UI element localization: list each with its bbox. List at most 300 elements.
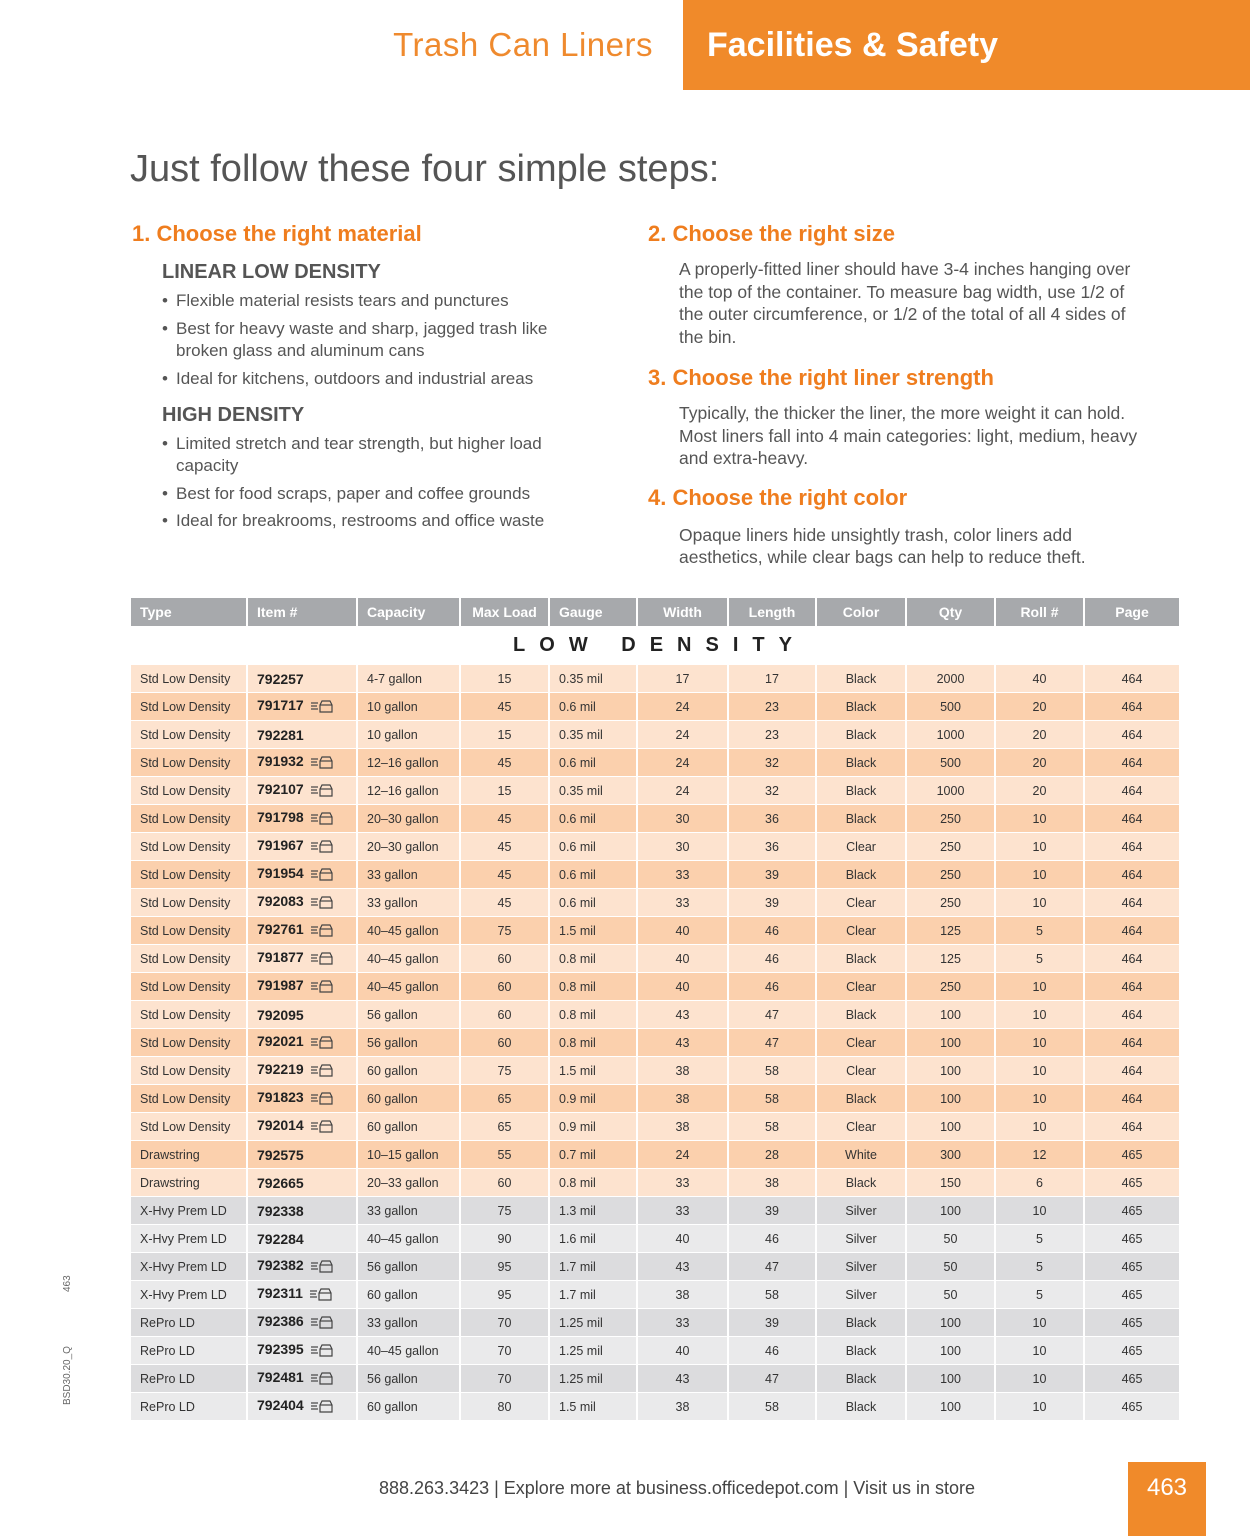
table-row <box>131 973 1180 1001</box>
cell-width: 17 <box>637 665 728 693</box>
cell-roll: 10 <box>995 1309 1084 1337</box>
cell-roll: 40 <box>995 665 1084 693</box>
cell-page: 464 <box>1084 833 1180 861</box>
cell-length: 58 <box>728 1085 816 1113</box>
cell-type: Std Low Density <box>131 1085 247 1113</box>
cell-max-load: 60 <box>460 973 549 1001</box>
cell-capacity: 40–45 gallon <box>357 917 460 945</box>
cell-type: Std Low Density <box>131 777 247 805</box>
item-number: 792575 <box>257 1146 304 1163</box>
cell-gauge: 0.6 mil <box>549 889 637 917</box>
table-row <box>131 1225 1180 1253</box>
recycled-bag-icon <box>310 951 334 968</box>
cell-qty: 100 <box>906 1365 995 1393</box>
cell-qty: 100 <box>906 1085 995 1113</box>
item-number: 792284 <box>257 1230 304 1247</box>
cell-page: 464 <box>1084 749 1180 777</box>
cell-length: 39 <box>728 1197 816 1225</box>
cell-type: Std Low Density <box>131 861 247 889</box>
recycled-bag-icon <box>310 979 334 996</box>
cell-roll: 10 <box>995 1337 1084 1365</box>
col-page: Page <box>1084 598 1180 626</box>
recycled-bag-icon <box>310 1063 334 1080</box>
cell-max-load: 15 <box>460 721 549 749</box>
cell-roll: 5 <box>995 1225 1084 1253</box>
cell-color: Clear <box>816 1113 906 1141</box>
cell-capacity: 4-7 gallon <box>357 665 460 693</box>
cell-color: Black <box>816 1393 906 1421</box>
col-length: Length <box>728 598 816 626</box>
col-item: Item # <box>247 598 357 626</box>
cell-color: Black <box>816 721 906 749</box>
cell-capacity: 60 gallon <box>357 1281 460 1309</box>
cell-gauge: 0.6 mil <box>549 833 637 861</box>
cell-item <box>247 665 357 693</box>
cell-color: Clear <box>816 917 906 945</box>
table-row <box>131 721 1180 749</box>
col-qty: Qty <box>906 598 995 626</box>
cell-max-load: 45 <box>460 749 549 777</box>
table-row <box>131 1281 1180 1309</box>
cell-max-load: 45 <box>460 861 549 889</box>
section-label: LOW DENSITY <box>131 626 1180 665</box>
cell-type: RePro LD <box>131 1393 247 1421</box>
bullet: • Flexible material resists tears and punctures <box>162 290 612 312</box>
cell-width: 24 <box>637 749 728 777</box>
cell-capacity: 20–30 gallon <box>357 833 460 861</box>
cell-type: Std Low Density <box>131 1057 247 1085</box>
cell-gauge: 1.5 mil <box>549 1393 637 1421</box>
cell-item <box>247 1365 357 1393</box>
cell-roll: 20 <box>995 693 1084 721</box>
cell-color: Black <box>816 805 906 833</box>
section-title: Trash Can Liners <box>393 26 653 63</box>
cell-qty: 500 <box>906 749 995 777</box>
cell-width: 30 <box>637 833 728 861</box>
cell-page: 464 <box>1084 805 1180 833</box>
cell-item <box>247 777 357 805</box>
cell-item <box>247 889 357 917</box>
cell-type: Std Low Density <box>131 1029 247 1057</box>
cell-color: Black <box>816 1337 906 1365</box>
cell-color: Black <box>816 945 906 973</box>
table-row <box>131 945 1180 973</box>
col-gauge: Gauge <box>549 598 637 626</box>
cell-type: Std Low Density <box>131 805 247 833</box>
side-page-number: 463 <box>62 1275 73 1292</box>
cell-max-load: 95 <box>460 1281 549 1309</box>
cell-width: 24 <box>637 777 728 805</box>
cell-qty: 100 <box>906 1029 995 1057</box>
step-2-heading: 2. Choose the right size <box>648 221 895 246</box>
cell-gauge: 0.8 mil <box>549 973 637 1001</box>
cell-qty: 100 <box>906 1393 995 1421</box>
bullet: • Limited stretch and tear strength, but higher load capacity <box>162 433 546 477</box>
cell-width: 40 <box>637 973 728 1001</box>
cell-capacity: 33 gallon <box>357 889 460 917</box>
cell-type: Std Low Density <box>131 1001 247 1029</box>
cell-roll: 6 <box>995 1169 1084 1197</box>
cell-color: Black <box>816 1365 906 1393</box>
cell-length: 23 <box>728 721 816 749</box>
col-color: Color <box>816 598 906 626</box>
cell-item <box>247 1281 357 1309</box>
cell-type: Std Low Density <box>131 973 247 1001</box>
cell-capacity: 56 gallon <box>357 1029 460 1057</box>
table-row <box>131 1393 1180 1421</box>
cell-gauge: 0.9 mil <box>549 1113 637 1141</box>
linear-density-bullets <box>132 290 612 390</box>
cell-capacity: 40–45 gallon <box>357 945 460 973</box>
cell-color: Black <box>816 693 906 721</box>
cell-qty: 1000 <box>906 721 995 749</box>
liner-table-container <box>131 598 1180 1421</box>
cell-roll: 10 <box>995 889 1084 917</box>
cell-page: 464 <box>1084 777 1180 805</box>
cell-length: 46 <box>728 973 816 1001</box>
cell-max-load: 60 <box>460 1169 549 1197</box>
cell-qty: 125 <box>906 945 995 973</box>
item-number: 792395 <box>257 1341 304 1358</box>
cell-gauge: 1.5 mil <box>549 917 637 945</box>
cell-length: 58 <box>728 1393 816 1421</box>
item-number: 792404 <box>257 1397 304 1414</box>
recycled-bag-icon <box>310 1371 334 1388</box>
table-row <box>131 1057 1180 1085</box>
cell-length: 46 <box>728 1337 816 1365</box>
cell-capacity: 12–16 gallon <box>357 777 460 805</box>
cell-gauge: 1.3 mil <box>549 1197 637 1225</box>
cell-roll: 10 <box>995 1197 1084 1225</box>
cell-gauge: 0.35 mil <box>549 665 637 693</box>
cell-roll: 20 <box>995 721 1084 749</box>
item-number: 792021 <box>257 1033 304 1050</box>
cell-length: 58 <box>728 1057 816 1085</box>
item-number: 792107 <box>257 781 304 798</box>
cell-item <box>247 833 357 861</box>
recycled-bag-icon <box>310 811 334 828</box>
cell-gauge: 1.7 mil <box>549 1281 637 1309</box>
cell-width: 30 <box>637 805 728 833</box>
steps-2-4-column <box>648 220 1168 569</box>
side-code: BSD30.20_Q <box>62 1346 73 1405</box>
cell-qty: 250 <box>906 861 995 889</box>
cell-type: Std Low Density <box>131 917 247 945</box>
header-row <box>131 598 1180 626</box>
cell-qty: 250 <box>906 973 995 1001</box>
cell-qty: 250 <box>906 805 995 833</box>
section-row <box>131 626 1180 665</box>
cell-type: Drawstring <box>131 1169 247 1197</box>
cell-roll: 10 <box>995 1393 1084 1421</box>
cell-capacity: 10 gallon <box>357 693 460 721</box>
cell-roll: 10 <box>995 1085 1084 1113</box>
cell-qty: 1000 <box>906 777 995 805</box>
step-1-column <box>132 220 612 532</box>
cell-color: Clear <box>816 973 906 1001</box>
cell-type: Std Low Density <box>131 833 247 861</box>
cell-max-load: 60 <box>460 945 549 973</box>
cell-max-load: 75 <box>460 917 549 945</box>
cell-length: 36 <box>728 833 816 861</box>
high-density-heading: HIGH DENSITY <box>162 404 305 426</box>
cell-page: 464 <box>1084 693 1180 721</box>
item-number: 792083 <box>257 893 304 910</box>
item-number: 792386 <box>257 1313 304 1330</box>
cell-page: 465 <box>1084 1197 1180 1225</box>
cell-page: 464 <box>1084 889 1180 917</box>
item-number: 792665 <box>257 1174 304 1191</box>
cell-length: 39 <box>728 1309 816 1337</box>
recycled-bag-icon <box>309 1287 333 1304</box>
table-row <box>131 1169 1180 1197</box>
cell-length: 46 <box>728 945 816 973</box>
cell-gauge: 1.25 mil <box>549 1365 637 1393</box>
cell-item <box>247 805 357 833</box>
cell-capacity: 40–45 gallon <box>357 973 460 1001</box>
item-number: 792257 <box>257 670 304 687</box>
cell-width: 24 <box>637 721 728 749</box>
step-1-heading: 1. Choose the right material <box>132 221 422 246</box>
cell-type: X-Hvy Prem LD <box>131 1197 247 1225</box>
col-max-load: Max Load <box>460 598 549 626</box>
cell-capacity: 40–45 gallon <box>357 1225 460 1253</box>
cell-capacity: 60 gallon <box>357 1085 460 1113</box>
step-2-text: A properly-fitted liner should have 3-4 inches hanging over the top of the container. To measure bag width, use 1/2 of the outer circumference, or 1/2 of the total of all 4 sides of the bin. <box>679 259 1131 347</box>
cell-gauge: 1.6 mil <box>549 1225 637 1253</box>
cell-item <box>247 1085 357 1113</box>
item-number: 791932 <box>257 753 304 770</box>
cell-length: 38 <box>728 1169 816 1197</box>
recycled-bag-icon <box>310 1119 334 1136</box>
cell-gauge: 0.6 mil <box>549 805 637 833</box>
cell-gauge: 0.8 mil <box>549 1169 637 1197</box>
cell-gauge: 1.25 mil <box>549 1309 637 1337</box>
cell-qty: 2000 <box>906 665 995 693</box>
cell-roll: 5 <box>995 945 1084 973</box>
cell-page: 464 <box>1084 1057 1180 1085</box>
cell-gauge: 0.9 mil <box>549 1085 637 1113</box>
cell-type: Std Low Density <box>131 1113 247 1141</box>
step-3-heading: 3. Choose the right liner strength <box>648 365 994 390</box>
cell-max-load: 45 <box>460 693 549 721</box>
cell-width: 43 <box>637 1365 728 1393</box>
table-header <box>131 598 1180 626</box>
cell-roll: 10 <box>995 1057 1084 1085</box>
cell-item <box>247 693 357 721</box>
col-type: Type <box>131 598 247 626</box>
item-number: 792311 <box>257 1285 303 1302</box>
cell-max-load: 65 <box>460 1113 549 1141</box>
cell-width: 43 <box>637 1029 728 1057</box>
cell-length: 47 <box>728 1253 816 1281</box>
cell-item <box>247 721 357 749</box>
cell-capacity: 20–33 gallon <box>357 1169 460 1197</box>
cell-capacity: 10–15 gallon <box>357 1141 460 1169</box>
cell-page: 464 <box>1084 1029 1180 1057</box>
cell-page: 464 <box>1084 1001 1180 1029</box>
step-3-text: Typically, the thicker the liner, the more weight it can hold. Most liners fall into 4 main categories: light, medium, heavy and extra-heavy. <box>679 403 1138 468</box>
cell-item <box>247 917 357 945</box>
cell-gauge: 0.6 mil <box>549 693 637 721</box>
cell-roll: 10 <box>995 973 1084 1001</box>
cell-roll: 12 <box>995 1141 1084 1169</box>
item-number: 792481 <box>257 1369 304 1386</box>
cell-item <box>247 1113 357 1141</box>
cell-width: 38 <box>637 1085 728 1113</box>
cell-page: 464 <box>1084 1113 1180 1141</box>
cell-roll: 10 <box>995 1113 1084 1141</box>
col-capacity: Capacity <box>357 598 460 626</box>
cell-color: Silver <box>816 1281 906 1309</box>
cell-page: 465 <box>1084 1281 1180 1309</box>
cell-type: X-Hvy Prem LD <box>131 1225 247 1253</box>
cell-roll: 20 <box>995 777 1084 805</box>
item-number: 792095 <box>257 1006 304 1023</box>
table-row <box>131 693 1180 721</box>
page-number: 463 <box>1128 1462 1206 1536</box>
cell-color: Silver <box>816 1225 906 1253</box>
cell-capacity: 60 gallon <box>357 1393 460 1421</box>
recycled-bag-icon <box>310 839 334 856</box>
table-row <box>131 1141 1180 1169</box>
cell-max-load: 70 <box>460 1309 549 1337</box>
table-body <box>131 626 1180 1421</box>
page-title: Just follow these four simple steps: <box>130 148 720 190</box>
step-4-heading: 4. Choose the right color <box>648 484 908 510</box>
cell-width: 40 <box>637 917 728 945</box>
recycled-bag-icon <box>310 755 334 772</box>
cell-page: 465 <box>1084 1309 1180 1337</box>
cell-type: Std Low Density <box>131 693 247 721</box>
table-row <box>131 1085 1180 1113</box>
cell-item <box>247 973 357 1001</box>
table-row <box>131 889 1180 917</box>
recycled-bag-icon <box>310 1259 334 1276</box>
cell-type: Drawstring <box>131 1141 247 1169</box>
cell-type: X-Hvy Prem LD <box>131 1253 247 1281</box>
cell-max-load: 80 <box>460 1393 549 1421</box>
table-row <box>131 1029 1180 1057</box>
cell-item <box>247 1253 357 1281</box>
cell-page: 465 <box>1084 1337 1180 1365</box>
cell-page: 465 <box>1084 1365 1180 1393</box>
cell-page: 464 <box>1084 861 1180 889</box>
recycled-bag-icon <box>310 923 334 940</box>
recycled-bag-icon <box>310 699 334 716</box>
cell-length: 58 <box>728 1281 816 1309</box>
cell-width: 38 <box>637 1281 728 1309</box>
bullet: • Best for food scraps, paper and coffee grounds <box>162 483 612 505</box>
cell-length: 47 <box>728 1365 816 1393</box>
cell-page: 464 <box>1084 945 1180 973</box>
cell-max-load: 90 <box>460 1225 549 1253</box>
cell-max-load: 95 <box>460 1253 549 1281</box>
item-number: 792014 <box>257 1117 304 1134</box>
cell-qty: 250 <box>906 889 995 917</box>
cell-gauge: 1.25 mil <box>549 1337 637 1365</box>
cell-roll: 10 <box>995 833 1084 861</box>
cell-page: 464 <box>1084 917 1180 945</box>
cell-color: Black <box>816 1309 906 1337</box>
bullet: • Ideal for breakrooms, restrooms and office waste <box>162 510 612 532</box>
cell-width: 38 <box>637 1057 728 1085</box>
cell-length: 32 <box>728 777 816 805</box>
cell-qty: 100 <box>906 1113 995 1141</box>
cell-length: 46 <box>728 917 816 945</box>
item-number: 792338 <box>257 1202 304 1219</box>
cell-roll: 10 <box>995 1001 1084 1029</box>
cell-color: Black <box>816 749 906 777</box>
cell-item <box>247 1001 357 1029</box>
cell-length: 39 <box>728 889 816 917</box>
cell-qty: 150 <box>906 1169 995 1197</box>
cell-capacity: 56 gallon <box>357 1001 460 1029</box>
liner-table <box>131 598 1181 1421</box>
cell-roll: 5 <box>995 1253 1084 1281</box>
col-roll: Roll # <box>995 598 1084 626</box>
cell-roll: 10 <box>995 1365 1084 1393</box>
item-number: 792761 <box>257 921 304 938</box>
cell-qty: 100 <box>906 1197 995 1225</box>
cell-width: 40 <box>637 945 728 973</box>
cell-capacity: 56 gallon <box>357 1253 460 1281</box>
cell-roll: 5 <box>995 917 1084 945</box>
cell-color: Black <box>816 777 906 805</box>
cell-type: X-Hvy Prem LD <box>131 1281 247 1309</box>
cell-max-load: 70 <box>460 1365 549 1393</box>
cell-capacity: 20–30 gallon <box>357 805 460 833</box>
cell-type: RePro LD <box>131 1365 247 1393</box>
recycled-bag-icon <box>310 895 334 912</box>
cell-item <box>247 749 357 777</box>
item-number: 792281 <box>257 726 304 743</box>
category-banner <box>683 0 1250 90</box>
cell-gauge: 0.35 mil <box>549 721 637 749</box>
cell-capacity: 33 gallon <box>357 1309 460 1337</box>
cell-item <box>247 1141 357 1169</box>
cell-color: Silver <box>816 1197 906 1225</box>
cell-qty: 500 <box>906 693 995 721</box>
cell-type: Std Low Density <box>131 945 247 973</box>
item-number: 791877 <box>257 949 304 966</box>
footer-contact: 888.263.3423 | Explore more at business.officedepot.com | Visit us in store <box>379 1478 976 1498</box>
cell-width: 43 <box>637 1001 728 1029</box>
cell-roll: 5 <box>995 1281 1084 1309</box>
cell-length: 58 <box>728 1113 816 1141</box>
cell-page: 464 <box>1084 665 1180 693</box>
cell-color: Black <box>816 1169 906 1197</box>
cell-page: 465 <box>1084 1225 1180 1253</box>
table-row <box>131 665 1180 693</box>
cell-max-load: 60 <box>460 1029 549 1057</box>
cell-max-load: 15 <box>460 777 549 805</box>
cell-gauge: 0.8 mil <box>549 1029 637 1057</box>
cell-color: Black <box>816 1085 906 1113</box>
cell-color: Black <box>816 861 906 889</box>
col-width: Width <box>637 598 728 626</box>
cell-item <box>247 1057 357 1085</box>
item-number: 791987 <box>257 977 304 994</box>
cell-width: 33 <box>637 1169 728 1197</box>
cell-capacity: 40–45 gallon <box>357 1337 460 1365</box>
cell-roll: 10 <box>995 861 1084 889</box>
cell-width: 33 <box>637 1309 728 1337</box>
cell-length: 47 <box>728 1001 816 1029</box>
cell-capacity: 12–16 gallon <box>357 749 460 777</box>
cell-type: RePro LD <box>131 1309 247 1337</box>
cell-width: 40 <box>637 1337 728 1365</box>
